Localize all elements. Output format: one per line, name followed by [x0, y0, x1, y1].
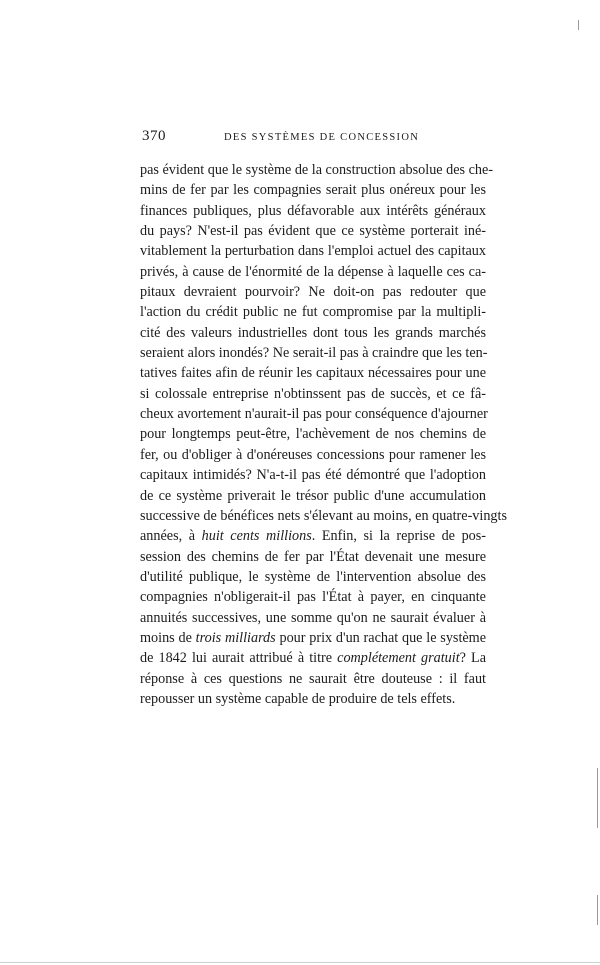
- text-segment: finances publiques, plus défavorable aux intérêts généraux: [140, 202, 486, 219]
- scan-edge-mark: [578, 20, 579, 30]
- italic-text: complétement gratuit: [337, 650, 460, 667]
- page-header: [142, 128, 482, 145]
- text-line: [140, 404, 486, 424]
- text-line: [140, 201, 486, 221]
- text-line: [140, 547, 486, 567]
- text-segment: vitablement la perturbation dans l'emploi actuel des capitaux: [140, 243, 486, 260]
- text-segment: ? La: [459, 650, 487, 667]
- text-line: [140, 486, 486, 506]
- text-line: [140, 465, 486, 485]
- text-line: [140, 567, 486, 587]
- text-segment: cheux avortement n'aurait-il pas pour conséquence d'ajourner: [140, 406, 488, 423]
- text-segment: tatives faites afin de réunir les capitaux nécessaires pour une: [140, 365, 486, 382]
- text-segment: du pays? N'est-il pas évident que ce système porterait iné-: [140, 223, 486, 240]
- italic-text: trois milliards: [195, 629, 276, 646]
- text-segment: d'utilité publique, le système de l'intervention absolue des: [140, 568, 486, 585]
- text-line: [140, 648, 486, 668]
- text-segment: capitaux intimidés? N'a-t-il pas été démontré que l'adoption: [140, 467, 486, 484]
- text-line: [140, 384, 486, 404]
- scan-edge-mark: [597, 768, 598, 828]
- text-line: [140, 343, 486, 363]
- text-segment: repousser un système capable de produire de tels effets.: [140, 690, 456, 707]
- text-line: [140, 363, 486, 383]
- text-line: [140, 323, 486, 343]
- text-segment: mins de fer par les compagnies serait plus onéreux pour les: [140, 182, 486, 199]
- text-line: [140, 302, 486, 322]
- text-segment: seraient alors inondés? Ne serait-il pas à craindre que les ten-: [140, 345, 488, 362]
- scan-edge-mark: [0, 962, 600, 963]
- text-segment: pas évident que le système de la construction absolue des che-: [140, 162, 493, 178]
- text-segment: . Enfin, si la reprise de pos-: [311, 528, 486, 545]
- text-segment: de ce système priverait le trésor public d'une accumulation: [140, 487, 486, 504]
- text-line: [140, 689, 486, 709]
- text-segment: l'action du crédit public ne fut compromise par la multipli-: [140, 304, 486, 321]
- text-line: [140, 424, 486, 444]
- text-line: [140, 669, 486, 689]
- text-line: [140, 262, 486, 282]
- scan-edge-mark: [597, 895, 598, 925]
- text-line: [140, 282, 486, 302]
- text-segment: session des chemins de fer par l'État devenait une mesure: [140, 548, 486, 565]
- text-line: [140, 160, 493, 180]
- text-segment: annuités successives, une somme qu'on ne saurait évaluer à: [140, 609, 486, 626]
- text-segment: années, à: [140, 528, 202, 545]
- running-head: DES SYSTÈMES DE CONCESSION: [224, 132, 420, 143]
- italic-text: huit cents millions: [201, 528, 312, 545]
- text-segment: pour prix d'un rachat que le système: [275, 629, 487, 646]
- text-line: [140, 180, 486, 200]
- text-line: [140, 526, 486, 546]
- text-segment: successive de bénéfices nets s'élevant au moins, en quatre-vingts: [140, 507, 507, 524]
- text-segment: privés, à cause de l'énormité de la dépense à laquelle ces ca-: [140, 263, 486, 280]
- text-line: [140, 608, 486, 628]
- text-segment: de 1842 lui aurait attribué à titre: [140, 650, 338, 667]
- text-segment: moins de: [140, 629, 196, 646]
- text-segment: si colossale entreprise n'obtinssent pas de succès, et ce fâ-: [140, 385, 486, 402]
- text-segment: pour longtemps peut-être, l'achèvement de nos chemins de: [140, 426, 486, 443]
- text-line: [140, 221, 486, 241]
- text-segment: compagnies n'obligerait-il pas l'État à payer, en cinquante: [140, 589, 486, 606]
- page-number: 370: [142, 128, 166, 144]
- text-segment: cité des valeurs industrielles dont tous les grands marchés: [140, 324, 486, 341]
- text-line: [140, 445, 486, 465]
- body-text: [140, 160, 507, 709]
- text-line: [140, 628, 486, 648]
- text-line: [140, 506, 507, 526]
- text-line: [140, 587, 486, 607]
- text-segment: pitaux devraient pourvoir? Ne doit-on pas redouter que: [140, 284, 486, 301]
- text-line: [140, 241, 486, 261]
- text-segment: fer, ou d'obliger à d'onéreuses concessions pour ramener les: [140, 446, 486, 463]
- text-segment: réponse à ces questions ne saurait être douteuse : il faut: [140, 670, 486, 687]
